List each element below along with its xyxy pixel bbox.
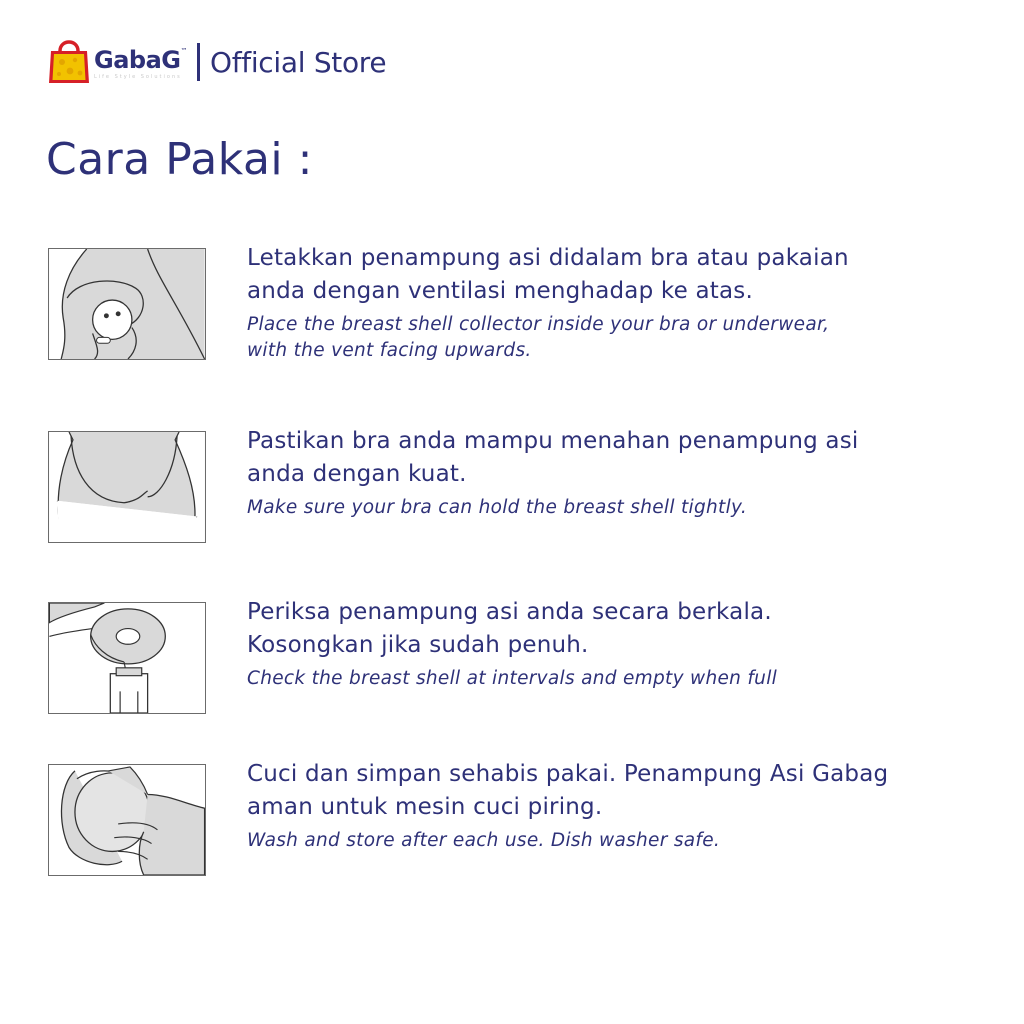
- step-3-text-id: Periksa penampung asi anda secara berkala. Kosongkan jika sudah penuh.: [247, 599, 772, 658]
- step-2-text-en: Make sure your bra can hold the breast shell tightly.: [247, 497, 748, 518]
- store-header: [48, 34, 386, 86]
- official-store-label: Official Store: [209, 45, 387, 79]
- step-3-text-en: Check the breast shell at intervals and empty when full: [247, 668, 778, 689]
- page-title: Cara Pakai :: [46, 134, 313, 185]
- washing-shell-illustration: [49, 765, 205, 875]
- step-2-text-id: Pastikan bra anda mampu menahan penampung asi anda dengan kuat.: [247, 428, 859, 487]
- step-2-illustration: [48, 431, 206, 543]
- header-divider: [197, 43, 200, 81]
- shopping-bag-icon: [48, 35, 90, 85]
- brand-tagline: Life Style Solutions: [94, 74, 182, 80]
- emptying-shell-illustration: [49, 603, 205, 713]
- step-4-text-en: Wash and store after each use. Dish washer safe.: [247, 830, 721, 851]
- step-3-illustration: [48, 602, 206, 714]
- step-4-illustration: [48, 764, 206, 876]
- brand-name: GabaG™: [94, 46, 187, 74]
- brand-logo-text: [94, 48, 187, 80]
- bra-fit-illustration: [49, 432, 205, 542]
- breast-shell-insert-illustration: [49, 249, 205, 359]
- step-1-text-id: Letakkan penampung asi didalam bra atau pakaian anda dengan ventilasi menghadap ke atas.: [247, 245, 849, 304]
- step-1-text-en: Place the breast shell collector inside your bra or underwear, with the vent facing upwards.: [247, 314, 830, 361]
- step-1-illustration: [48, 248, 206, 360]
- step-4-text-id: Cuci dan simpan sehabis pakai. Penampung Asi Gabag aman untuk mesin cuci piring.: [247, 761, 889, 820]
